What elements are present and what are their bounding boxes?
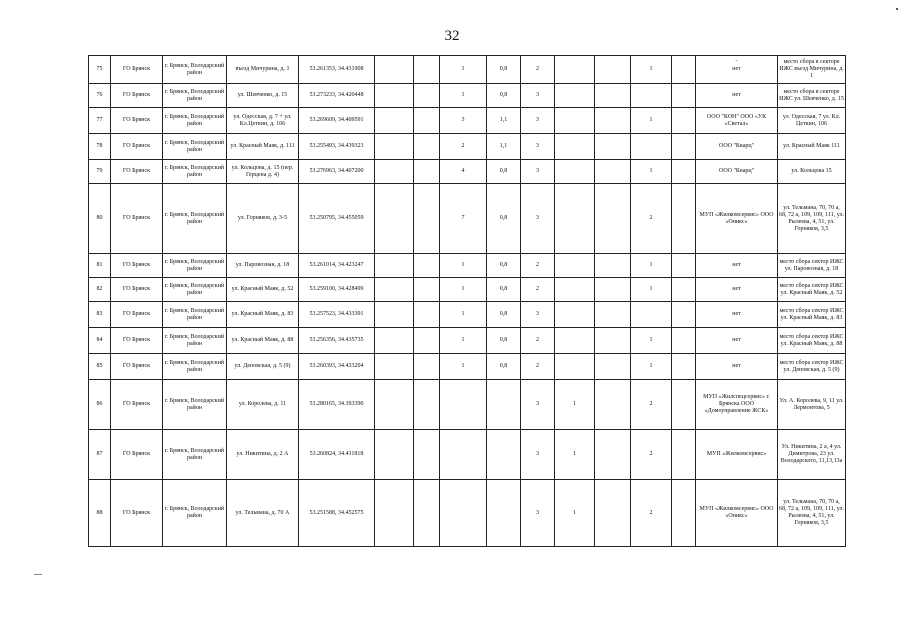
table-row bbox=[89, 328, 846, 354]
empty-cell bbox=[375, 56, 414, 84]
capacity-cell: 0,8 bbox=[487, 354, 521, 380]
edge-dash bbox=[34, 574, 42, 575]
empty-cell bbox=[595, 302, 631, 328]
coordinates-cell: 53.255493, 34.439323 bbox=[299, 134, 375, 160]
new-container-count-cell: 2 bbox=[631, 184, 672, 254]
row-number: 77 bbox=[89, 108, 111, 134]
number-cell bbox=[672, 328, 696, 354]
number-cell bbox=[672, 134, 696, 160]
coordinates-cell: 53.251588, 34.452575 bbox=[299, 480, 375, 547]
number-cell: 1 bbox=[555, 380, 595, 430]
row-number: 79 bbox=[89, 160, 111, 184]
locality-cell: г. Брянск, Володарский район bbox=[163, 354, 227, 380]
number-cell bbox=[555, 354, 595, 380]
surface-type-cell: 3 bbox=[521, 430, 555, 480]
owner-cell: ООО "Кварц" bbox=[696, 160, 778, 184]
new-container-count-cell: 1 bbox=[631, 328, 672, 354]
locality-cell: г. Брянск, Володарский район bbox=[163, 84, 227, 108]
surface-type-cell: 3 bbox=[521, 380, 555, 430]
row-number: 84 bbox=[89, 328, 111, 354]
waste-sources-cell: место сбора сектор ИЖС ул. Красный Маяк, д. 83 bbox=[778, 302, 846, 328]
empty-cell bbox=[414, 134, 440, 160]
row-number: 81 bbox=[89, 254, 111, 278]
address-cell: ул. Никитина, д. 2 А bbox=[227, 430, 299, 480]
empty-cell bbox=[595, 108, 631, 134]
container-count-cell: 1 bbox=[440, 354, 487, 380]
new-container-count-cell: 2 bbox=[631, 380, 672, 430]
number-cell bbox=[555, 108, 595, 134]
owner-cell: нет bbox=[696, 84, 778, 108]
coordinates-cell: 53.250795, 34.455059 bbox=[299, 184, 375, 254]
coordinates-cell: 53.273233, 34.420448 bbox=[299, 84, 375, 108]
new-container-count-cell: 2 bbox=[631, 480, 672, 547]
new-container-count-cell bbox=[631, 84, 672, 108]
coordinates-cell: 53.256356, 34.435735 bbox=[299, 328, 375, 354]
number-cell bbox=[672, 56, 696, 84]
number-cell bbox=[555, 56, 595, 84]
empty-cell bbox=[375, 134, 414, 160]
empty-cell bbox=[375, 278, 414, 302]
coordinates-cell: 53.257523, 34.433391 bbox=[299, 302, 375, 328]
capacity-cell bbox=[487, 380, 521, 430]
container-count-cell: 1 bbox=[440, 278, 487, 302]
locality-cell: г. Брянск, Володарский район bbox=[163, 134, 227, 160]
empty-cell bbox=[595, 254, 631, 278]
container-count-cell: 7 bbox=[440, 184, 487, 254]
container-count-cell: 1 bbox=[440, 254, 487, 278]
number-cell bbox=[672, 380, 696, 430]
empty-cell bbox=[414, 480, 440, 547]
number-cell bbox=[555, 160, 595, 184]
container-count-cell: 3 bbox=[440, 108, 487, 134]
district-cell: ГО Брянск bbox=[111, 302, 163, 328]
district-cell: ГО Брянск bbox=[111, 328, 163, 354]
district-cell: ГО Брянск bbox=[111, 354, 163, 380]
waste-sources-cell: ул. Тельмана, 70, 70 а, 68, 72 а, 109, 109, 111, ул. Рылеева, 4, 51, ул. Горняков, 3,5 bbox=[778, 480, 846, 547]
capacity-cell bbox=[487, 480, 521, 547]
locality-cell: г. Брянск, Володарский район bbox=[163, 56, 227, 84]
surface-type-cell: 3 bbox=[521, 302, 555, 328]
table-body bbox=[89, 56, 846, 547]
address-cell: ул. Одесская, д. 7 + ул. Кл.Цеткин, д. 106 bbox=[227, 108, 299, 134]
container-count-cell: 2 bbox=[440, 134, 487, 160]
locality-cell: г. Брянск, Володарский район bbox=[163, 328, 227, 354]
number-cell bbox=[672, 108, 696, 134]
waste-sources-cell: место сбора сектор ИЖС ул. Красный Маяк, д. 88 bbox=[778, 328, 846, 354]
empty-cell bbox=[595, 328, 631, 354]
coordinates-cell: 53.259100, 34.428499 bbox=[299, 278, 375, 302]
owner-cell: нет bbox=[696, 56, 778, 84]
district-cell: ГО Брянск bbox=[111, 278, 163, 302]
empty-cell bbox=[375, 430, 414, 480]
empty-cell bbox=[595, 430, 631, 480]
row-number: 78 bbox=[89, 134, 111, 160]
empty-cell bbox=[595, 354, 631, 380]
container-count-cell: 1 bbox=[440, 84, 487, 108]
owner-cell: МУП «Жилкомсервис» ООО «Оникс» bbox=[696, 184, 778, 254]
table-row bbox=[89, 134, 846, 160]
capacity-cell: 0,8 bbox=[487, 254, 521, 278]
address-cell: ул. Тельмана, д. 70 А bbox=[227, 480, 299, 547]
address-cell: ул. Деповская, д. 5 (9) bbox=[227, 354, 299, 380]
locality-cell: г. Брянск, Володарский район bbox=[163, 184, 227, 254]
coordinates-cell: 53.280165, 34.393390 bbox=[299, 380, 375, 430]
number-cell bbox=[555, 254, 595, 278]
table-row bbox=[89, 354, 846, 380]
empty-cell bbox=[595, 56, 631, 84]
coordinates-cell: 53.261353, 34.431908 bbox=[299, 56, 375, 84]
surface-type-cell: 3 bbox=[521, 134, 555, 160]
surface-type-cell: 2 bbox=[521, 328, 555, 354]
coordinates-cell: 53.276963, 34.407200 bbox=[299, 160, 375, 184]
waste-sources-cell: Ул. А. Королева, 9, 11 ул. Лермонтова, 5 bbox=[778, 380, 846, 430]
empty-cell bbox=[414, 354, 440, 380]
table-row bbox=[89, 160, 846, 184]
address-cell: ул. Красный Маяк, д. 83 bbox=[227, 302, 299, 328]
table-row bbox=[89, 254, 846, 278]
empty-cell bbox=[375, 380, 414, 430]
capacity-cell: 0,8 bbox=[487, 56, 521, 84]
surface-type-cell: 3 bbox=[521, 160, 555, 184]
waste-sources-cell: ул. Одесская, 7 ул. Кл. Цеткин, 106 bbox=[778, 108, 846, 134]
locality-cell: г. Брянск, Володарский район bbox=[163, 278, 227, 302]
capacity-cell: 0,8 bbox=[487, 184, 521, 254]
table-row bbox=[89, 278, 846, 302]
district-cell: ГО Брянск bbox=[111, 134, 163, 160]
registry-table bbox=[88, 55, 846, 547]
margin-mark: · bbox=[735, 57, 738, 65]
surface-type-cell: 3 bbox=[521, 480, 555, 547]
waste-sources-cell: ул. Красный Маяк 111 bbox=[778, 134, 846, 160]
number-cell bbox=[672, 354, 696, 380]
number-cell bbox=[555, 134, 595, 160]
coordinates-cell: 53.269609, 34.409591 bbox=[299, 108, 375, 134]
empty-cell bbox=[375, 254, 414, 278]
address-cell: ул. Королева, д. 11 bbox=[227, 380, 299, 430]
new-container-count-cell: 1 bbox=[631, 254, 672, 278]
empty-cell bbox=[414, 328, 440, 354]
surface-type-cell: 2 bbox=[521, 254, 555, 278]
locality-cell: г. Брянск, Володарский район bbox=[163, 108, 227, 134]
row-number: 80 bbox=[89, 184, 111, 254]
number-cell bbox=[672, 184, 696, 254]
coordinates-cell: 53.261014, 34.423247 bbox=[299, 254, 375, 278]
capacity-cell: 0,8 bbox=[487, 278, 521, 302]
number-cell bbox=[672, 84, 696, 108]
row-number: 86 bbox=[89, 380, 111, 430]
address-cell: ул. Красный Маяк, д. 111 bbox=[227, 134, 299, 160]
container-count-cell bbox=[440, 430, 487, 480]
number-cell bbox=[672, 278, 696, 302]
row-number: 83 bbox=[89, 302, 111, 328]
row-number: 76 bbox=[89, 84, 111, 108]
district-cell: ГО Брянск bbox=[111, 380, 163, 430]
new-container-count-cell bbox=[631, 134, 672, 160]
capacity-cell: 0,8 bbox=[487, 302, 521, 328]
surface-type-cell: 3 bbox=[521, 84, 555, 108]
number-cell: 1 bbox=[555, 480, 595, 547]
container-count-cell bbox=[440, 380, 487, 430]
row-number: 85 bbox=[89, 354, 111, 380]
empty-cell bbox=[595, 380, 631, 430]
address-cell: ул. Паровозная, д. 18 bbox=[227, 254, 299, 278]
number-cell bbox=[555, 328, 595, 354]
district-cell: ГО Брянск bbox=[111, 254, 163, 278]
empty-cell bbox=[414, 184, 440, 254]
number-cell bbox=[672, 430, 696, 480]
owner-cell: нет bbox=[696, 302, 778, 328]
waste-sources-cell: ул. Кольцова 15 bbox=[778, 160, 846, 184]
waste-sources-cell: Ул. Никитина, 2 а, 4 ул. Димитрова, 23 ул. Володарского, 11,13,13а bbox=[778, 430, 846, 480]
locality-cell: г. Брянск, Володарский район bbox=[163, 480, 227, 547]
empty-cell bbox=[375, 480, 414, 547]
table-row bbox=[89, 380, 846, 430]
address-cell: ул. Красный Маяк, д. 88 bbox=[227, 328, 299, 354]
surface-type-cell: 2 bbox=[521, 278, 555, 302]
owner-cell: нет bbox=[696, 278, 778, 302]
table-row bbox=[89, 84, 846, 108]
new-container-count-cell: 1 bbox=[631, 278, 672, 302]
empty-cell bbox=[414, 380, 440, 430]
new-container-count-cell: 1 bbox=[631, 56, 672, 84]
number-cell bbox=[555, 278, 595, 302]
surface-type-cell: 3 bbox=[521, 108, 555, 134]
empty-cell bbox=[375, 160, 414, 184]
surface-type-cell: 2 bbox=[521, 56, 555, 84]
empty-cell bbox=[375, 184, 414, 254]
new-container-count-cell bbox=[631, 302, 672, 328]
owner-cell: нет bbox=[696, 254, 778, 278]
container-count-cell bbox=[440, 480, 487, 547]
new-container-count-cell: 1 bbox=[631, 354, 672, 380]
number-cell bbox=[672, 160, 696, 184]
corner-mark bbox=[896, 8, 898, 10]
capacity-cell bbox=[487, 430, 521, 480]
empty-cell bbox=[414, 430, 440, 480]
empty-cell bbox=[414, 108, 440, 134]
surface-type-cell: 2 bbox=[521, 354, 555, 380]
container-count-cell: 1 bbox=[440, 56, 487, 84]
number-cell: 1 bbox=[555, 430, 595, 480]
locality-cell: г. Брянск, Володарский район bbox=[163, 302, 227, 328]
row-number: 75 bbox=[89, 56, 111, 84]
waste-sources-cell: ул. Тельмана, 70, 70 а, 68, 72 а, 109, 109, 111, ул. Рылеева, 4, 51, ул. Горняков, 3,5 bbox=[778, 184, 846, 254]
owner-cell: МУП «Жилспецсервис» г. Брянска ООО «Домоуправление ЖСК» bbox=[696, 380, 778, 430]
address-cell: ул. Красный Маяк, д. 52 bbox=[227, 278, 299, 302]
new-container-count-cell: 1 bbox=[631, 108, 672, 134]
address-cell: ул. Горняков, д. 3-5 bbox=[227, 184, 299, 254]
page-number: 32 bbox=[444, 28, 460, 44]
empty-cell bbox=[595, 84, 631, 108]
owner-cell: МУП «Жилкомсервис» bbox=[696, 430, 778, 480]
empty-cell bbox=[375, 354, 414, 380]
empty-cell bbox=[414, 278, 440, 302]
surface-type-cell: 3 bbox=[521, 184, 555, 254]
empty-cell bbox=[375, 302, 414, 328]
row-number: 82 bbox=[89, 278, 111, 302]
owner-cell: ООО "Кварц" bbox=[696, 134, 778, 160]
table-row bbox=[89, 302, 846, 328]
empty-cell bbox=[414, 254, 440, 278]
district-cell: ГО Брянск bbox=[111, 160, 163, 184]
table-row bbox=[89, 480, 846, 547]
container-count-cell: 1 bbox=[440, 302, 487, 328]
row-number: 87 bbox=[89, 430, 111, 480]
district-cell: ГО Брянск bbox=[111, 430, 163, 480]
district-cell: ГО Брянск bbox=[111, 84, 163, 108]
capacity-cell: 1,1 bbox=[487, 134, 521, 160]
table-row bbox=[89, 184, 846, 254]
owner-cell: МУП «Жилкомсервис» ООО «Оникс» bbox=[696, 480, 778, 547]
district-cell: ГО Брянск bbox=[111, 184, 163, 254]
new-container-count-cell: 1 bbox=[631, 160, 672, 184]
capacity-cell: 0,8 bbox=[487, 160, 521, 184]
coordinates-cell: 53.260393, 34.433204 bbox=[299, 354, 375, 380]
table-row bbox=[89, 108, 846, 134]
new-container-count-cell: 2 bbox=[631, 430, 672, 480]
locality-cell: г. Брянск, Володарский район bbox=[163, 380, 227, 430]
empty-cell bbox=[375, 84, 414, 108]
number-cell bbox=[555, 302, 595, 328]
waste-sources-cell: место сбора сектор ИЖС ул. Деповская, д. 5 (9) bbox=[778, 354, 846, 380]
locality-cell: г. Брянск, Володарский район bbox=[163, 160, 227, 184]
empty-cell bbox=[414, 302, 440, 328]
district-cell: ГО Брянск bbox=[111, 56, 163, 84]
number-cell bbox=[672, 254, 696, 278]
address-cell: ул. Кольцова, д. 15 (пер. Герцена д. 4) bbox=[227, 160, 299, 184]
empty-cell bbox=[595, 160, 631, 184]
address-cell: ул. Шевченко, д. 15 bbox=[227, 84, 299, 108]
district-cell: ГО Брянск bbox=[111, 480, 163, 547]
container-count-cell: 1 bbox=[440, 328, 487, 354]
capacity-cell: 1,1 bbox=[487, 108, 521, 134]
number-cell bbox=[672, 302, 696, 328]
locality-cell: г. Брянск, Володарский район bbox=[163, 430, 227, 480]
number-cell bbox=[555, 184, 595, 254]
empty-cell bbox=[414, 160, 440, 184]
owner-cell: нет bbox=[696, 354, 778, 380]
locality-cell: г. Брянск, Володарский район bbox=[163, 254, 227, 278]
number-cell bbox=[672, 480, 696, 547]
address-cell: въезд Мичурина, д. 1 bbox=[227, 56, 299, 84]
waste-sources-cell: место сбора в секторе ИЖС ул. Шевченко, д. 15 bbox=[778, 84, 846, 108]
waste-sources-cell: место сбора сектор ИЖС ул. Паровозная, д. 18 bbox=[778, 254, 846, 278]
table-row bbox=[89, 56, 846, 84]
empty-cell bbox=[414, 56, 440, 84]
capacity-cell: 0,8 bbox=[487, 84, 521, 108]
table-row bbox=[89, 430, 846, 480]
coordinates-cell: 53.260824, 34.411818 bbox=[299, 430, 375, 480]
district-cell: ГО Брянск bbox=[111, 108, 163, 134]
empty-cell bbox=[595, 184, 631, 254]
empty-cell bbox=[595, 134, 631, 160]
owner-cell: нет bbox=[696, 328, 778, 354]
waste-sources-cell: место сбора в секторе ИЖС въезд Мичурина, д. 1 bbox=[778, 56, 846, 84]
empty-cell bbox=[375, 328, 414, 354]
empty-cell bbox=[595, 480, 631, 547]
empty-cell bbox=[375, 108, 414, 134]
container-count-cell: 4 bbox=[440, 160, 487, 184]
waste-sources-cell: место сбора сектор ИЖС ул. Красный Маяк, д. 52 bbox=[778, 278, 846, 302]
empty-cell bbox=[595, 278, 631, 302]
number-cell bbox=[555, 84, 595, 108]
row-number: 88 bbox=[89, 480, 111, 547]
empty-cell bbox=[414, 84, 440, 108]
capacity-cell: 0,8 bbox=[487, 328, 521, 354]
owner-cell: ООО "КОН" ООО «УК «Светал» bbox=[696, 108, 778, 134]
